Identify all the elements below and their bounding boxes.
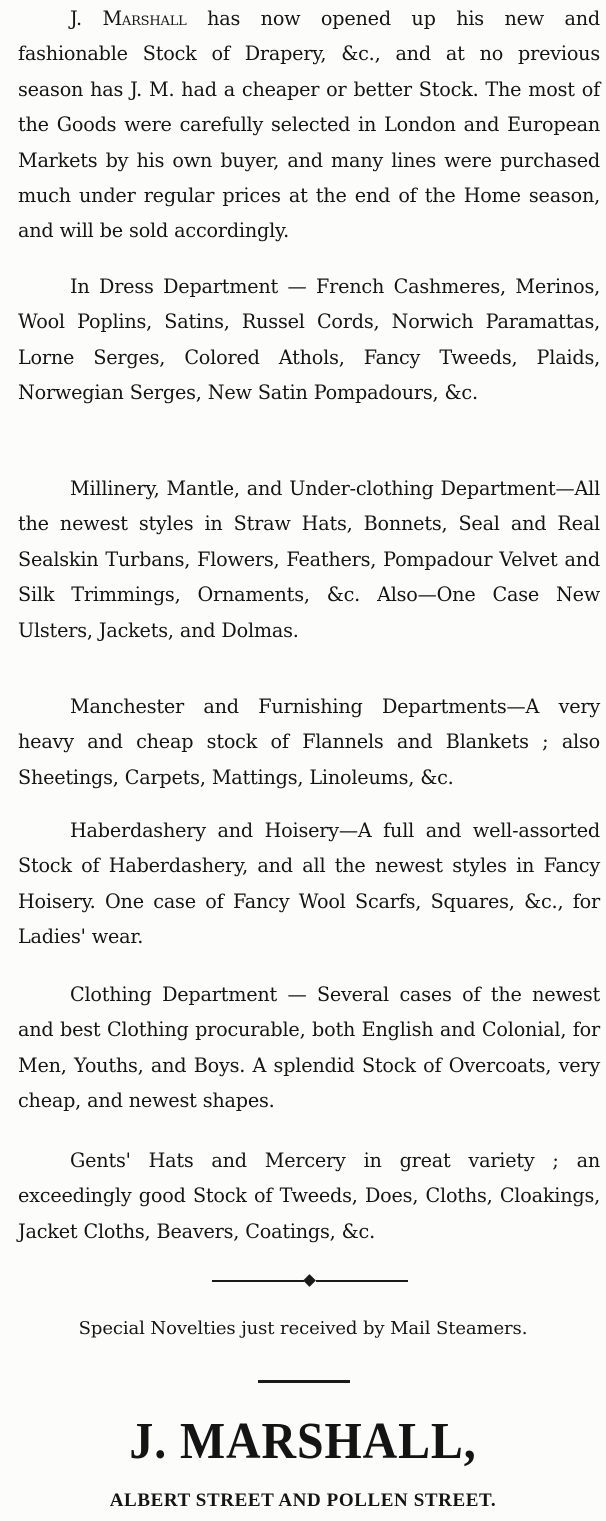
merchant-name-heading: J. MARSHALL,: [129, 1413, 477, 1470]
divider-line-right: [316, 1280, 408, 1282]
millinery-department-paragraph: Millinery, Mantle, and Under-clothing Department—All the newest styles in Straw Hats, Bonnets, Seal and Real Sealskin Turbans, Flowers, Feathers, Pompadour Velvet and Silk Trimmings, Ornaments, &c. Also—One Case New Ulsters, Jackets, and Dolmas.: [18, 477, 600, 642]
clothing-department-paragraph: Clothing Department — Several cases of the newest and best Clothing procurable, both English and Colonial, for Men, Youths, and Boys. A splendid Stock of Overcoats, very cheap, and newest shapes.: [18, 983, 600, 1113]
manchester-department-paragraph: Manchester and Furnishing Departments—A very heavy and cheap stock of Flannels and Blankets ; also Sheetings, Carpets, Mattings, Linoleums, &c.: [18, 695, 600, 789]
intro-text: has now opened up his new and fashionable Stock of Drapery, &c., and at no previous season has J. M. had a cheaper or better Stock. The most of the Goods were carefully selected in London and European Markets by his own buyer, and many lines were purchased much under regular prices at the end of the Home season, and will be sold accordingly.: [18, 7, 601, 243]
dress-department-paragraph: In Dress Department — French Cashmeres, Merinos, Wool Poplins, Satins, Russel Cords, Norwich Paramattas, Lorne Serges, Colored Athols, Fancy Tweeds, Plaids, Norwegian Serges, New Satin Pompadours, &c.: [18, 275, 600, 405]
special-novelties-notice: Special Novelties just received by Mail Steamers.: [78, 1318, 528, 1339]
divider-line-left: [212, 1280, 304, 1282]
ornamental-divider: [212, 1276, 408, 1286]
merchant-initial: J.: [70, 7, 103, 30]
diamond-ornament-icon: [303, 1274, 316, 1287]
intro-paragraph: [18, 1, 600, 249]
short-divider-rule: [258, 1380, 350, 1383]
haberdashery-paragraph: Haberdashery and Hoisery—A full and well-assorted Stock of Haberdashery, and all the newest styles in Fancy Hoisery. One case of Fancy Wool Scarfs, Squares, &c., for Ladies' wear.: [18, 819, 600, 949]
merchant-surname: Marshall: [102, 7, 187, 30]
gents-hats-paragraph: Gents' Hats and Mercery in great variety ; an exceedingly good Stock of Tweeds, Does, Cloths, Cloakings, Jacket Cloths, Beavers, Coatings, &c.: [18, 1149, 600, 1243]
store-address: ALBERT STREET AND POLLEN STREET.: [109, 1490, 497, 1511]
